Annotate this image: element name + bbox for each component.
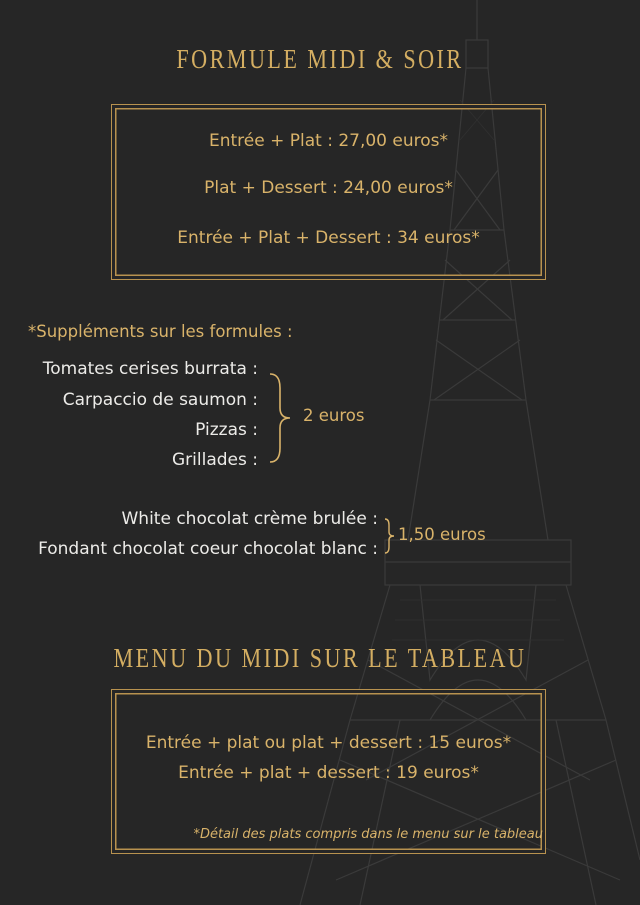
supplement-item: White chocolat crème brulée : xyxy=(121,509,378,529)
menu-midi-box xyxy=(111,689,546,854)
supplement-item: Fondant chocolat coeur chocolat blanc : xyxy=(38,539,378,559)
formule-item: Plat + Dessert : 24,00 euros* xyxy=(204,178,453,198)
supplements-title: *Suppléments sur les formules : xyxy=(28,322,293,341)
formule-box xyxy=(111,104,546,280)
menu-midi-item: Entrée + plat + dessert : 19 euros* xyxy=(178,763,479,783)
brace-icon xyxy=(384,518,398,554)
supplement-item: Grillades : xyxy=(172,450,258,470)
supplement-item: Carpaccio de saumon : xyxy=(62,390,258,410)
supplement-price: 2 euros xyxy=(303,406,365,425)
supplement-item: Tomates cerises burrata : xyxy=(42,359,258,379)
menu-midi-title: MENU DU MIDI SUR LE TABLEAU xyxy=(113,643,527,673)
formule-item: Entrée + Plat : 27,00 euros* xyxy=(208,131,449,151)
supplement-item: Pizzas : xyxy=(195,420,258,440)
menu-midi-note: *Détail des plats compris dans le menu sur le tableau xyxy=(193,827,543,842)
formule-title: FORMULE MIDI & SOIR xyxy=(176,44,464,74)
formule-item: Entrée + Plat + Dessert : 34 euros* xyxy=(177,228,480,248)
supplement-price: 1,50 euros xyxy=(398,525,486,544)
menu-midi-item: Entrée + plat ou plat + dessert : 15 euros* xyxy=(145,733,512,753)
brace-icon xyxy=(268,372,294,464)
